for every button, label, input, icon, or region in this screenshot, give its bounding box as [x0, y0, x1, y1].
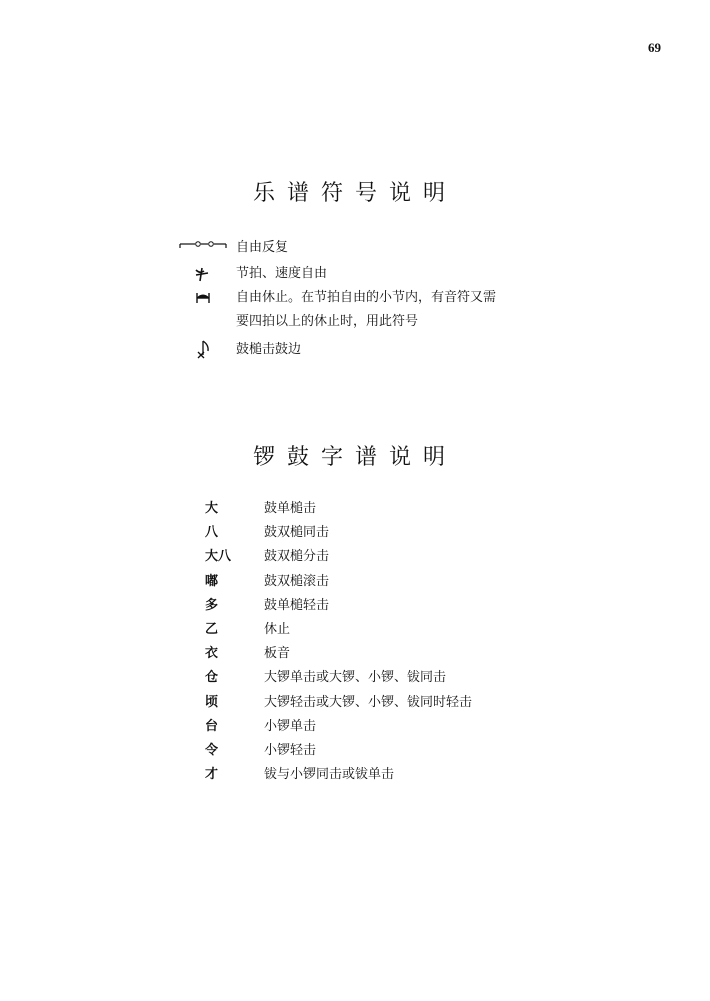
notation-symbol-list — [178, 236, 578, 362]
symbol-desc — [236, 286, 576, 334]
list-item — [205, 497, 605, 521]
notation-char: 八 — [205, 525, 219, 541]
symbol-row-free-repeat — [178, 236, 578, 260]
notation-desc: 大锣轻击或大锣、小锣、钹同时轻击 — [264, 694, 473, 710]
notation-char: 才 — [205, 767, 219, 783]
free-rest-symbol-icon — [178, 286, 228, 310]
notation-desc: 鼓双槌滚击 — [264, 573, 330, 589]
list-item — [205, 594, 605, 618]
symbol-desc: 节拍、速度自由 — [236, 266, 328, 281]
symbol-row-drum-edge — [178, 338, 578, 362]
list-item — [205, 763, 605, 787]
page-number: 69 — [648, 40, 661, 55]
notation-desc: 大锣单击或大锣、小锣、钹同击 — [264, 670, 447, 686]
notation-desc: 板音 — [264, 646, 291, 662]
symbol-desc: 自由反复 — [236, 240, 289, 255]
list-item — [205, 570, 605, 594]
notation-desc: 小锣单击 — [264, 718, 317, 734]
notation-char: 顷 — [205, 694, 219, 710]
notation-char: 乙 — [205, 621, 219, 637]
notation-char: 嘟 — [205, 573, 219, 589]
notation-desc: 鼓双槌分击 — [264, 549, 330, 565]
symbol-desc-line-1: 自由休止。在节拍自由的小节内，有音符又需 — [236, 290, 497, 305]
notation-char: 仓 — [205, 670, 219, 686]
symbol-row-free-tempo — [178, 262, 578, 286]
notation-char: 令 — [205, 742, 219, 758]
list-item — [205, 618, 605, 642]
section-title-gong-drum-notation: 锣鼓字谱说明 — [252, 445, 457, 470]
notation-char: 台 — [205, 718, 219, 734]
notation-desc: 小锣轻击 — [264, 742, 317, 758]
notation-desc: 鼓双槌同击 — [264, 525, 330, 541]
drum-edge-note-icon — [178, 338, 228, 362]
list-item — [205, 521, 605, 545]
symbol-desc-line-2: 要四拍以上的休止时，用此符号 — [236, 314, 419, 329]
list-item — [205, 739, 605, 763]
list-item — [205, 545, 605, 569]
notation-char: 衣 — [205, 646, 219, 662]
gong-drum-char-list — [205, 497, 605, 787]
notation-desc: 钹与小锣同击或钹单击 — [264, 767, 395, 783]
notation-desc: 鼓单槌轻击 — [264, 597, 330, 613]
notation-desc: 休止 — [264, 621, 291, 637]
section-title-notation-symbols: 乐谱符号说明 — [252, 181, 457, 206]
list-item — [205, 642, 605, 666]
list-item — [205, 691, 605, 715]
list-item — [205, 666, 605, 690]
notation-desc: 鼓单槌击 — [264, 501, 317, 516]
notation-char: 大八 — [205, 549, 232, 565]
free-repeat-symbol-icon — [178, 236, 228, 260]
free-tempo-symbol-icon — [178, 262, 228, 286]
notation-char: 多 — [205, 597, 219, 613]
symbol-row-free-rest — [178, 286, 578, 334]
list-item — [205, 715, 605, 739]
symbol-desc: 鼓槌击鼓边 — [236, 342, 302, 357]
notation-char: 大 — [205, 501, 219, 516]
